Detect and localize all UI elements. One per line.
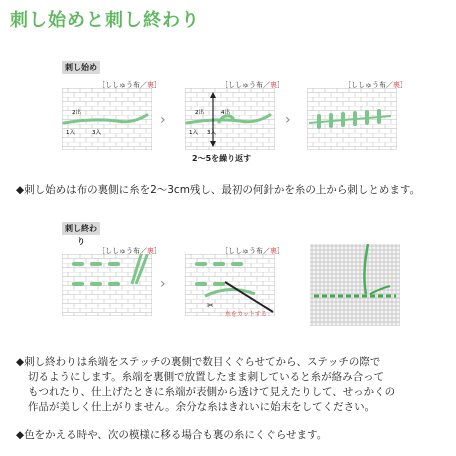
scissors-icon: ✂ xyxy=(207,301,214,310)
end-description-line-3: もつれたり、仕上げたときに糸端が表側から透けて見えたりして、せっかくの xyxy=(28,386,396,398)
diagram-end-step2 xyxy=(185,254,275,316)
svg-text:1入: 1入 xyxy=(189,130,198,136)
photo-fabric-back xyxy=(310,244,400,326)
section-label-end: 刺し終わり xyxy=(62,222,100,235)
fabric-label-2: ［ししゅう布／裏］ xyxy=(221,81,284,89)
page-title: 刺し始めと刺し終わり xyxy=(10,10,200,31)
section-label-start: 刺し始め xyxy=(62,61,100,74)
arrow-right-icon: › xyxy=(285,112,291,128)
end-description-line-4: 作品が美しく仕上がりません。余分な糸はきれいに始末をしてください。 xyxy=(28,401,376,413)
arrow-right-icon: › xyxy=(160,112,166,128)
arrow-right-icon: › xyxy=(160,276,166,292)
step-label-2out: 2出 xyxy=(72,110,81,116)
end-description-line-1: ◆刺し終わりは糸端をステッチの裏側で数目くぐらせてから、ステッチの際で xyxy=(16,356,381,368)
fabric-label-4: ［ししゅう布／裏］ xyxy=(98,247,161,255)
step-label-3in: 3入 xyxy=(92,130,101,136)
repeat-caption: 2～5を繰り返す xyxy=(192,154,252,163)
cut-thread-label: 糸をカットする xyxy=(225,311,267,318)
fabric-label-1: ［ししゅう布／裏］ xyxy=(98,81,161,89)
start-description: ◆刺し始めは布の裏側に糸を2～3cm残し、最初の何針かを糸の上から刺しとめます。 xyxy=(16,184,421,196)
svg-text:4出: 4出 xyxy=(221,110,230,116)
diagram-start-step2 xyxy=(185,88,275,150)
svg-text:2出: 2出 xyxy=(195,110,204,116)
diagram-start-step1 xyxy=(62,88,152,150)
step-label-1in: 1入 xyxy=(66,130,75,136)
diagram-end-step1 xyxy=(62,254,152,316)
note-color-change: ◆色をかえる時や、次の模様に移る場合も裏の糸にくぐらせます。 xyxy=(16,429,328,441)
end-description-line-2: 切るようにします。糸端を裏側で放置したまま刺していると糸が絡み合って xyxy=(28,371,385,383)
svg-text:3入: 3入 xyxy=(207,130,216,136)
fabric-label-3: ［ししゅう布／裏］ xyxy=(344,81,407,89)
fabric-label-5: ［ししゅう布／裏］ xyxy=(221,247,284,255)
diagram-start-step3 xyxy=(307,88,397,150)
